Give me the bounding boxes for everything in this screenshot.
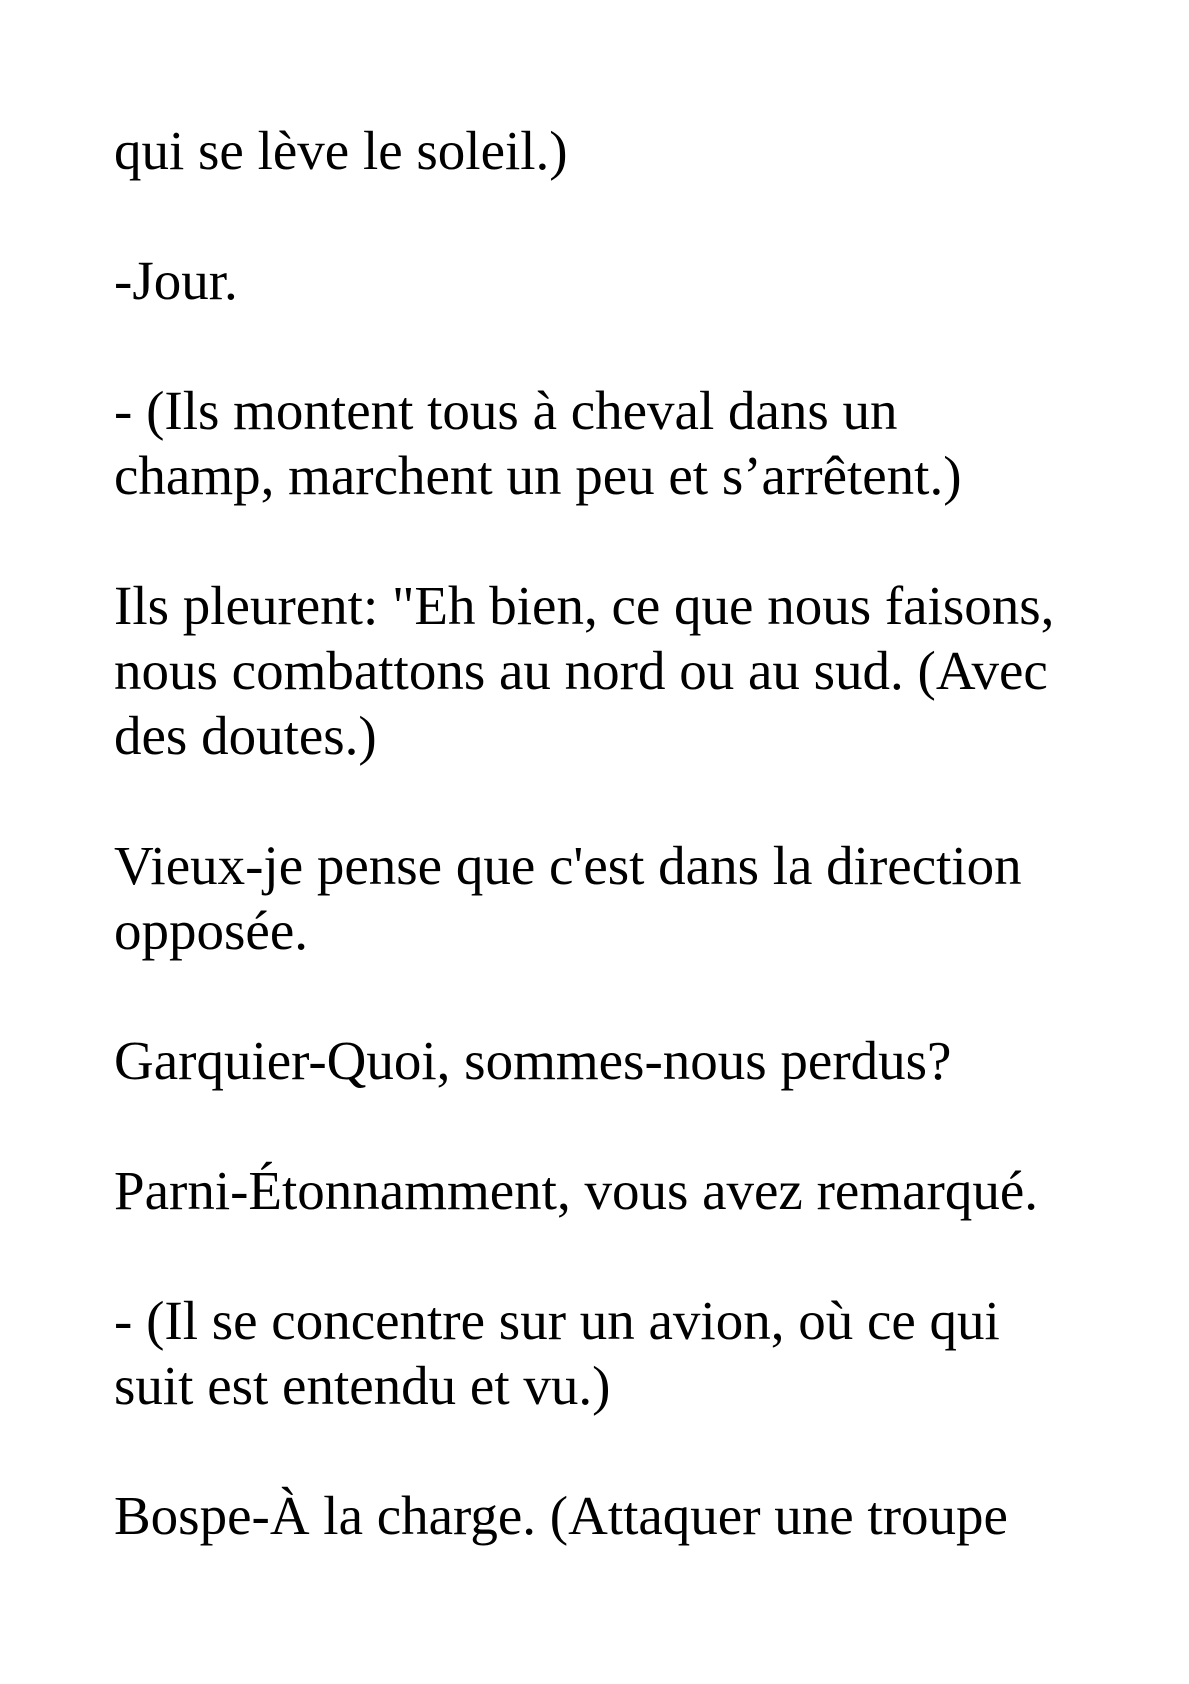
text-line: des doutes.) xyxy=(114,705,377,766)
paragraph xyxy=(114,248,1124,313)
paragraph xyxy=(114,378,1124,508)
document-body xyxy=(114,118,1124,1613)
paragraph xyxy=(114,833,1124,963)
paragraph xyxy=(114,118,1124,183)
text-line: Vieux-je pense que c'est dans la direction xyxy=(114,835,1022,896)
text-line: Bospe-À la charge. (Attaquer une troupe xyxy=(114,1485,1008,1546)
text-line: -Jour. xyxy=(114,250,238,311)
text-line: - (Il se concentre sur un avion, où ce qui xyxy=(114,1290,1000,1351)
text-line: Garquier-Quoi, sommes-nous perdus? xyxy=(114,1030,952,1091)
text-line: Parni-Étonnamment, vous avez remarqué. xyxy=(114,1160,1038,1221)
paragraph xyxy=(114,1483,1124,1548)
text-line: - (Ils montent tous à cheval dans un xyxy=(114,380,898,441)
text-line: suit est entendu et vu.) xyxy=(114,1355,611,1416)
paragraph xyxy=(114,1028,1124,1093)
text-line: nous combattons au nord ou au sud. (Avec xyxy=(114,640,1048,701)
text-line: opposée. xyxy=(114,900,308,961)
paragraph xyxy=(114,573,1124,768)
text-line: qui se lève le soleil.) xyxy=(114,120,568,181)
text-line: Ils pleurent: "Eh bien, ce que nous faisons, xyxy=(114,575,1055,636)
paragraph xyxy=(114,1288,1124,1418)
paragraph xyxy=(114,1158,1124,1223)
text-line: champ, marchent un peu et s’arrêtent.) xyxy=(114,445,962,506)
